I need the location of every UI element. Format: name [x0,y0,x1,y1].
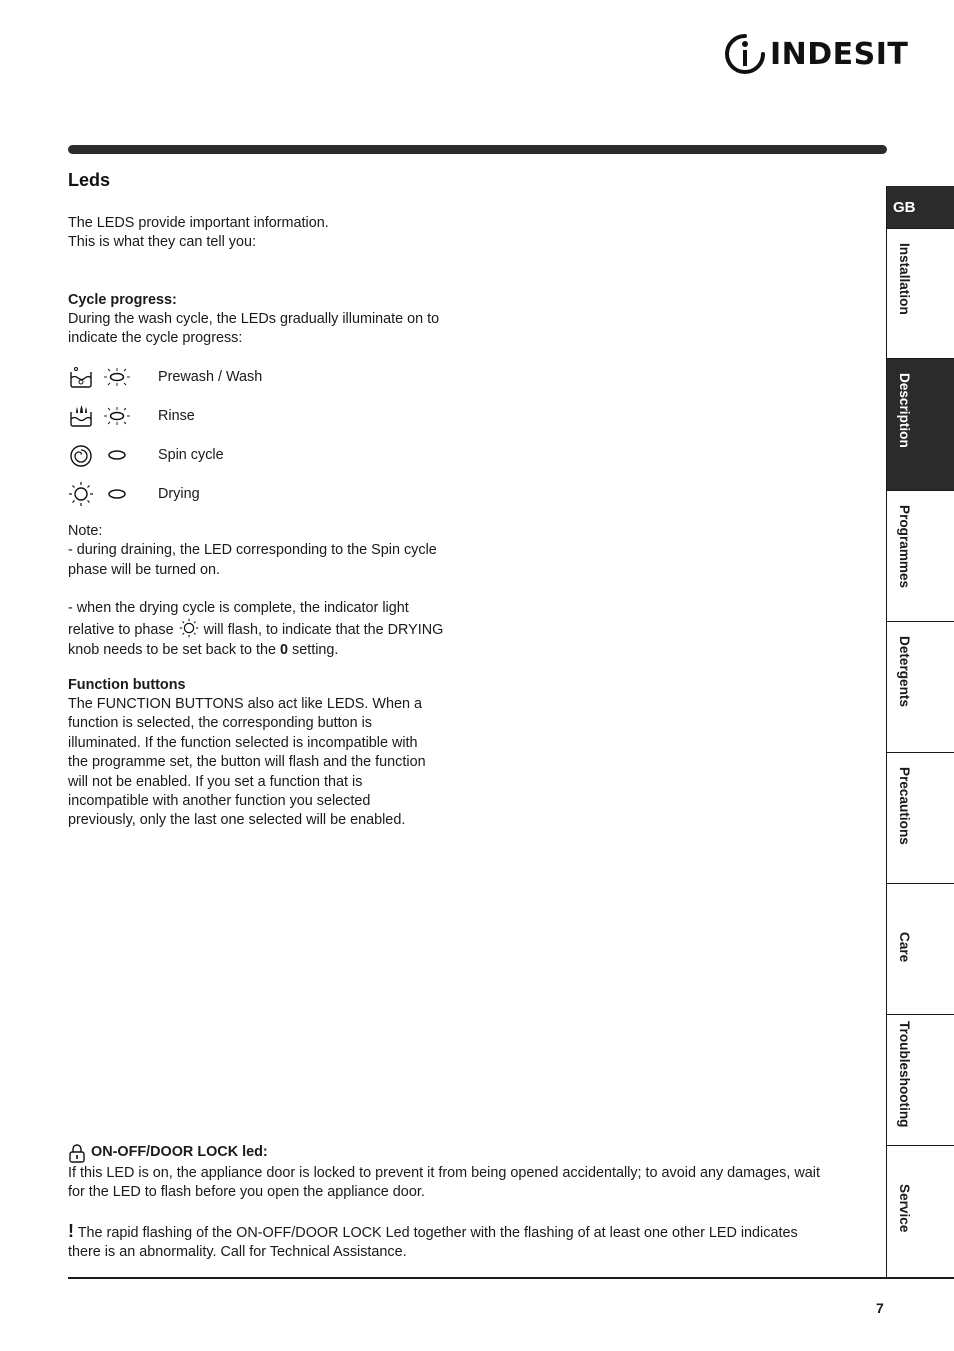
brand-logo [724,33,908,75]
warning-body: The rapid flashing of the ON-OFF/DOOR LOCK Led together with the flashing of at least one other LED indicates there is an abnormality. Call for Technical Assistance. [68,1225,798,1261]
functions-text: The FUNCTION BUTTONS also act like LEDS. When a function is selected, the corresponding button is illuminated. If the function selected is incompatible with the programme set, the button will flash and the function will not be enabled. If you set a function that is incompatible with another function you selected previously, only the last one selected will be enabled. [68,696,426,829]
lock-heading: ON-OFF/DOOR LOCK led: [91,1144,268,1161]
intro-line1: The LEDS provide important information. [68,215,329,231]
cycle-text: During the wash cycle, the LEDs gradually illuminate on to indicate the cycle progress: [68,311,440,347]
cycle-label-spin: Spin cycle [158,447,224,463]
tab-description[interactable]: Description [887,358,954,490]
drying-sun-icon [68,481,94,507]
functions-heading: Function buttons [68,677,186,693]
warning-mark: ! [68,1221,74,1241]
page-title: Leds [68,170,111,190]
cycle-row-prewash [68,364,263,390]
footer-rule [68,1277,954,1279]
tab-troubleshooting[interactable]: Troubleshooting [887,1014,954,1145]
tab-service[interactable]: Service [887,1145,954,1277]
zero-setting: 0 [280,641,289,658]
intro-line2: This is what they can tell you: [68,234,256,251]
led-off-icon [102,442,132,468]
logo-wordmark: INDESIT [770,36,909,72]
cycle-label-rinse: Rinse [158,408,195,424]
cycle-row-drying [68,481,200,507]
header-rule [68,145,887,154]
note-line2c: setting. [292,641,339,658]
led-flashing-icon [102,364,132,390]
note-heading: Note: [68,523,103,539]
note-block-2 [68,599,448,660]
cycle-row-spin [68,442,224,468]
tab-precautions[interactable]: Precautions [887,752,954,883]
warning-text [68,1222,828,1263]
tab-installation[interactable]: Installation [887,228,954,358]
cycle-heading: Cycle progress: [68,292,177,308]
note-block [68,522,448,580]
led-flashing-icon [102,403,132,429]
note-line1: - during draining, the LED corresponding to the Spin cycle phase will be turned on. [68,542,437,578]
section-sidebar [886,186,954,1277]
lock-heading-row [68,1143,268,1163]
note-line2 [68,599,448,660]
page-number: 7 [876,1300,884,1316]
cycle-row-rinse [68,403,195,429]
padlock-icon [68,1143,86,1163]
tab-detergents[interactable]: Detergents [887,621,954,752]
cycle-label-drying: Drying [158,486,200,502]
intro [68,214,448,253]
indesit-logo-icon [724,33,766,75]
spin-icon [68,442,94,468]
led-off-icon [102,481,132,507]
prewash-wash-icon [68,364,94,390]
tab-programmes[interactable]: Programmes [887,490,954,621]
note-line2a: - when the drying cycle is complete, the indicator light relative to phase [68,600,409,639]
note-line2b: will flash, to indicate that the DRYING knob needs to be set back to the [68,622,444,658]
drying-sun-icon [178,618,200,638]
rinse-icon [68,403,94,429]
cycle-label-prewash: Prewash / Wash [158,369,263,385]
language-badge: GB [887,186,954,228]
lock-text: If this LED is on, the appliance door is locked to prevent it from being opened accidentally; to avoid any damages, wait for the LED to flash before you open the appliance door. [68,1165,820,1201]
tab-care[interactable]: Care [887,883,954,1014]
